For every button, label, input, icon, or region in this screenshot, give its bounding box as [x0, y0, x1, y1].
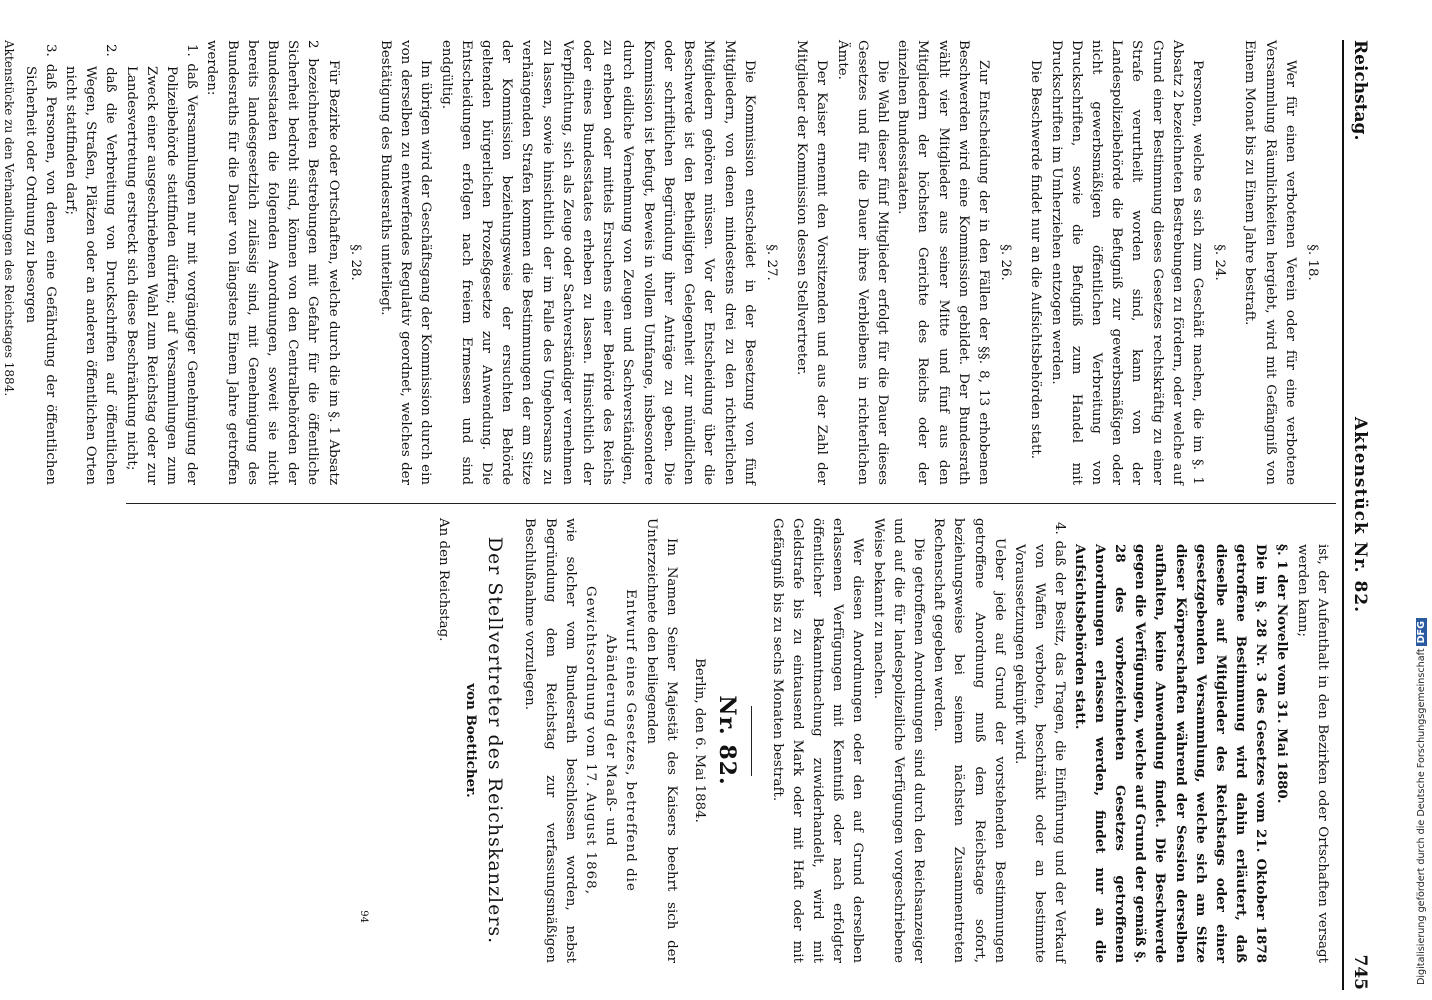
document-number-heading: Nr. 82. [714, 695, 741, 786]
section-heading: §. 26. [998, 244, 1014, 281]
column-divider [126, 503, 1336, 504]
section-heading: §. 18. [1305, 244, 1320, 281]
paragraph: Der Kaiser ernennt den Vorsitzenden und aus der Zahl der Mitglieder der Kommission dessen Stellvertreter. [794, 40, 830, 485]
paragraph: Für Bezirke oder Ortschaften, welche durch die im §. 1 Absatz 2 bezeichneten Bestrebungen mit Gefahr für die öffentliche Sicherheit bedroht sind, können von den Centralbehörden der Bundesstaaten die folgenden Anordnungen, soweit sie nicht bereits landesgesetzlich zulässig sind, mit Genehmigung des Bundesraths für die Dauer von längstens Einem Jahre getroffen werden: [204, 40, 341, 485]
place-date: Berlin, den 6. Mai 1884. [692, 658, 708, 823]
page-header [1342, 40, 1372, 990]
page-number: 745 [1350, 954, 1370, 990]
left-column [0, 40, 1332, 485]
list-item: 4. daß der Besitz, das Tragen, die Einführung und der Verkauf von Waffen verboten, beschränkt oder an bestimmte Voraussetzungen geknüpft wird. [1011, 522, 1068, 963]
separator-rule [751, 706, 752, 776]
footer-note: Aktenstücke zu den Verhandlungen des Reichstages 1884. [2, 40, 17, 397]
paragraph: Die getroffenen Anordnungen sind durch den Reichsanzeiger und auf die für landespolizeiliche Verfügungen vorgeschriebene Weise bekannt zu machen. [870, 518, 926, 963]
signature-title: Der Stellvertreter des Reichskanzlers. [484, 536, 507, 945]
header-title: Aktenstück Nr. 82. [1350, 416, 1370, 614]
header-left: Reichstag. [1350, 40, 1370, 141]
signature-name: von Boetticher. [463, 683, 480, 798]
list-item: 2. daß die Verbreitung von Druckschriften auf öffentlichen Wegen, Straßen, Plätzen oder an anderen öffentlichen Orten nicht stattfinden darf; [63, 44, 119, 485]
dfg-logo: DFG [1416, 618, 1427, 646]
paragraph: Personen, welche es sich zum Geschäft machen, die im §. 1 Absatz 2 bezeichneten Bestrebungen zu fördern, oder welche auf Grund einer Bestimmung dieses Gesetzes rechtskräftig zu einer Strafe verurtheilt worden sind, kann von der Landespolizeibehörde die Befugniß zur gewerbsmäßigen oder nicht gewerbsmäßigen öffentlichen Verbreitung von Druckschriften, sowie die Befugniß zum Handel mit Druckschriften im Umherziehen entzogen werden. [1048, 40, 1205, 485]
list-item: 3. daß Personen, von denen eine Gefährdung der öffentlichen Sicherheit oder Ordnung zu besorgen [22, 44, 58, 485]
bold-text: 21. Oktober 1878 getroffene Bestimmung wird dahin erläutert, daß dieselbe auf Mitglieder des Reichstags oder einer gesetzgebenden Versammlung, welche sich am Sitze dieser Körperschaften während der Session derselben aufhalten, keine Anwendung findet. Die Beschwerde gegen die Verfügungen, welche auf Grund der gemäß §. 28 des vorbezeichneten Gesetzes getroffenen Anordnungen erlassen werden, findet nur an die Aufsichtsbehörden statt. [1071, 544, 1270, 964]
section-heading: §. 24. [1212, 244, 1228, 281]
paragraph: ist, der Aufenthalt in den Bezirken oder Ortschaften versagt werden kann; [1294, 544, 1330, 963]
caption-text: Digitalisierung gefördert durch die Deutsche Forschungsgemeinschaft [1416, 648, 1427, 985]
paragraph: Zur Entscheidung der in den Fällen der §§. 8, 13 erhobenen Beschwerden wird eine Kommission gebildet. Der Bundesrath wählt vier Mitglieder aus seiner Mitte und fünf aus den Mitgliedern der höchsten Gerichte des Reichs oder der einzelnen Bundesstaaten. [895, 40, 991, 485]
paragraph: Im übrigen wird der Geschäftsgang der Kommission durch ein von derselben zu entwerfendes Regulativ geordnet, welches der Bestätigung des Bundesraths unterliegt. [378, 40, 434, 485]
paragraph: Die Wahl dieser fünf Mitglieder erfolgt für die Dauer dieses Gesetzes und für die Dauer ihres Verbleibens in richterlichen Ämte. [834, 40, 890, 485]
right-column [352, 518, 1332, 963]
bold-reference: §. 1 der Novelle vom 31. Mai 1880. [1273, 544, 1290, 804]
list-item: 1. daß Versammlungen nur mit vorgängiger Genehmigung der Polizeibehörde stattfinden dürfen; auf Versammlungen zum Zweck einer ausgeschriebenen Wahl zum Reichstag oder zur Landesvertretung erstreckt sich diese Beschränkung nicht; [123, 44, 200, 485]
document-page [2, 40, 1372, 990]
addressee: An den Reichstag. [435, 518, 451, 642]
sheet-mark: 94 [357, 910, 369, 923]
letter-text: wie solcher vom Bundesrath beschlossen worden, nebst Begründung dem Reichstag zur verfassungsmäßigen Beschlußnahme vorzulegen. [522, 518, 578, 963]
paragraph: Die Kommission entscheidet in der Besetzung von fünf Mitgliedern, von denen mindestens drei zu den richterlichen Mitgliedern gehören müssen. Vor der Entscheidung über die Beschwerde ist den Betheiligten Gelegenheit zur mündlichen oder schriftlichen Begründung ihrer Anträge zu geben. Die Kommission ist befugt, Beweis in vollem Umfange, insbesondere durch eidliche Vernehmung von Zeugen und Sachverständigen, zu erheben oder mittels Ersuchens einer Behörde des Reichs oder eines Bundesstaates erheben zu lassen. Hinsichtlich der Verpflichtung, sich als Zeuge oder Sachverständiger vernehmen zu lassen, sowie hinsichtlich der im Falle des Ungehorsams zu verhängenden Strafen kommen die Bestimmungen der am Sitze der Kommission beziehungsweise der ersuchten Behörde geltenden bürgerlichen Prozeßgesetze zur Anwendung. Die Entscheidungen erfolgen nach freiem Ermessen und sind endgültig. [438, 40, 757, 485]
paragraph: Wer für einen verbotenen Verein oder für eine verbotene Versammlung Räumlichkeiten hergiebt, wird mit Gefängniß von Einem Monat bis zu Einem Jahre bestraft. [1242, 40, 1298, 485]
section-heading: §. 28. [347, 244, 363, 281]
section-heading: §. 27. [763, 244, 779, 281]
paragraph: Die Beschwerde findet nur an die Aufsichtsbehörden statt. [1028, 60, 1044, 459]
paragraph: Wer diesen Anordnungen oder den auf Grund derselben erlassenen Verfügungen mit Kenntniß oder nach erfolgter öffentlicher Bekanntmachung zuwiderhandelt, wird mit Geldstrafe bis zu eintausend Mark oder mit Haft oder mit Gefängniß bis zu sechs Monaten bestraft. [769, 518, 866, 963]
paragraph: Ueber jede auf Grund der vorstehenden Bestimmungen getroffene Anordnung muß dem Reichstage sofort, beziehungsweise bei seinem nächsten Zusammentreten Rechenschaft gegeben werden. [931, 518, 1007, 963]
bold-prefix: Die im §. 28 Nr. 3 des Gesetzes vom [1253, 544, 1270, 823]
digitization-caption [1416, 618, 1427, 985]
bill-title: Entwurf eines Gesetzes, betreffend die Abänderung der Maaß- und Gewichtsordnung vom 17. August 1868, [583, 586, 639, 895]
bold-paragraph [1069, 518, 1271, 963]
letter-text: Im Namen Seiner Majestät des Kaisers beehrt sich der Unterzeichnete den beiliegenden [643, 518, 679, 963]
